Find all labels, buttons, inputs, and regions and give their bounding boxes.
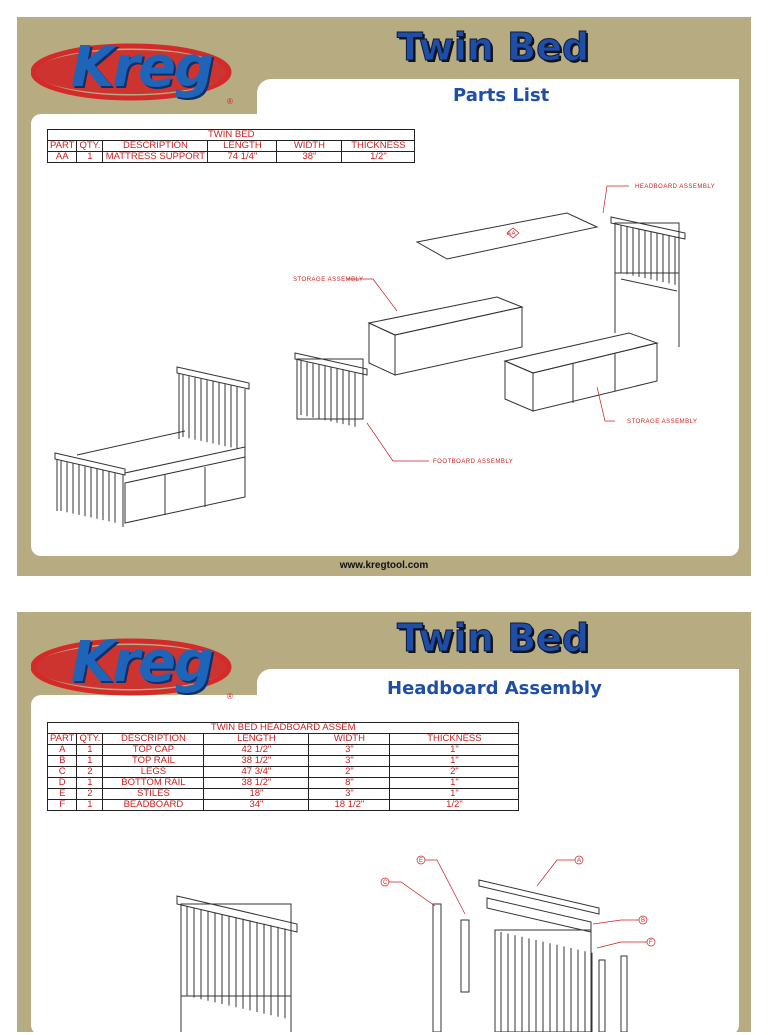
table-cell: MATTRESS SUPPORT	[103, 152, 208, 163]
exploded-bed-drawing	[17, 17, 751, 557]
header-cell: DESCRIPTION	[103, 734, 204, 745]
headboard-assembly-drawing	[611, 217, 685, 347]
table-cell: 1"	[390, 778, 519, 789]
header-cell: THICKNESS	[390, 734, 519, 745]
header-cell: PART	[48, 734, 77, 745]
table-cell: 1	[77, 745, 103, 756]
table-cell: 2"	[309, 767, 390, 778]
table-cell: TOP RAIL	[103, 756, 204, 767]
callout-e: E	[419, 858, 424, 864]
header-cell: LENGTH	[204, 734, 309, 745]
table-cell: 3"	[309, 789, 390, 800]
header-cell: QTY.	[77, 141, 103, 152]
table-cell: TOP CAP	[103, 745, 204, 756]
table-cell: 1"	[390, 789, 519, 800]
table-cell: D	[48, 778, 77, 789]
header-cell: LENGTH	[208, 141, 277, 152]
storage-assembly-right	[505, 333, 657, 411]
header-cell: THICKNESS	[342, 141, 415, 152]
table-cell: 3"	[309, 745, 390, 756]
table-cell: F	[48, 800, 77, 811]
callout-b: B	[641, 918, 646, 924]
table-cell: 1"	[390, 756, 519, 767]
table-cell: 1	[77, 778, 103, 789]
table-cell: 8"	[309, 778, 390, 789]
table-cell: BEADBOARD	[103, 800, 204, 811]
header-cell: PART	[48, 141, 77, 152]
registered-mark: ®	[227, 692, 233, 701]
table-cell: 2"	[390, 767, 519, 778]
table-cell: 1	[77, 756, 103, 767]
table-cell: 38 1/2"	[204, 756, 309, 767]
page-subtitle: Parts List	[453, 85, 550, 106]
exploded-parts-drawing	[433, 880, 627, 1032]
callout-f: F	[649, 940, 654, 946]
logo-wordmark: Kreg	[71, 35, 213, 100]
table-cell: 18 1/2"	[309, 800, 390, 811]
table-cell: 1/2"	[390, 800, 519, 811]
callout-footboard-assembly: FOOTBOARD ASSEMBLY	[433, 459, 514, 465]
exploded-headboard-drawing	[17, 612, 751, 1032]
table-cell: 2	[77, 767, 103, 778]
callout-c: C	[383, 880, 388, 886]
table-cell: 3"	[309, 756, 390, 767]
table-cell: BOTTOM RAIL	[103, 778, 204, 789]
callout-headboard-assembly: HEADBOARD ASSEMBLY	[635, 184, 716, 190]
logo-wordmark: Kreg	[71, 630, 213, 695]
callout-storage-assembly-left: STORAGE ASSEMBLY	[293, 277, 364, 283]
callout-a: A	[577, 858, 582, 864]
assembled-headboard-drawing	[177, 896, 297, 1032]
table-cell: 1	[77, 800, 103, 811]
part-tag-aa: AA	[507, 231, 517, 237]
table-caption: TWIN BED HEADBOARD ASSEM	[48, 723, 519, 734]
header-cell: WIDTH	[309, 734, 390, 745]
page-title: Twin Bed	[397, 616, 590, 660]
storage-assembly-left	[369, 297, 522, 375]
table-cell: LEGS	[103, 767, 204, 778]
headboard-assembly-sheet	[17, 612, 751, 1032]
table-cell: 42 1/2"	[204, 745, 309, 756]
registered-mark: ®	[227, 97, 233, 106]
table-cell: 18"	[204, 789, 309, 800]
website-footer: www.kregtool.com	[339, 560, 429, 571]
table-cell: 2	[77, 789, 103, 800]
parts-list-sheet	[17, 17, 751, 576]
table-cell: 38"	[277, 152, 342, 163]
table-cell: 74 1/4"	[208, 152, 277, 163]
header-cell: QTY.	[77, 734, 103, 745]
page-subtitle: Headboard Assembly	[387, 678, 602, 699]
table-cell: 47 3/4"	[204, 767, 309, 778]
header-cell: WIDTH	[277, 141, 342, 152]
table-cell: 34"	[204, 800, 309, 811]
callout-storage-assembly-right: STORAGE ASSEMBLY	[627, 419, 698, 425]
table-cell: B	[48, 756, 77, 767]
table-cell: 1	[77, 152, 103, 163]
header-cell: DESCRIPTION	[103, 141, 208, 152]
table-cell: E	[48, 789, 77, 800]
page-title: Twin Bed	[397, 25, 590, 69]
table-cell: A	[48, 745, 77, 756]
table-cell: STILES	[103, 789, 204, 800]
assembled-bed-drawing	[55, 367, 249, 527]
table-cell: AA	[48, 152, 77, 163]
table-caption: TWIN BED	[48, 130, 415, 141]
table-cell: C	[48, 767, 77, 778]
table-cell: 1/2"	[342, 152, 415, 163]
table-cell: 1"	[390, 745, 519, 756]
table-cell: 38 1/2"	[204, 778, 309, 789]
